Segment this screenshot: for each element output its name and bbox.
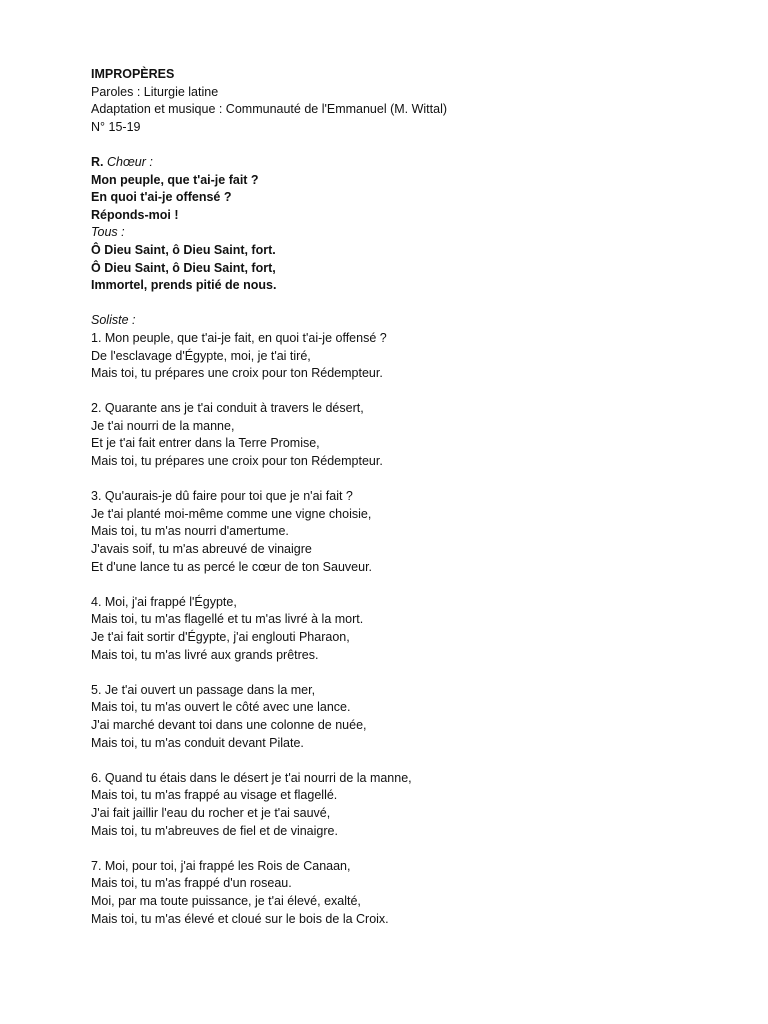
verse-line: Et d'une lance tu as percé le cœur de ton Sauveur. <box>91 559 373 574</box>
verse-line: Et je t'ai fait entrer dans la Terre Promise, <box>91 436 320 451</box>
verse-4 <box>91 594 731 664</box>
verse-line: 5. Je t'ai ouvert un passage dans la mer, <box>91 682 316 697</box>
verse-line: J'ai marché devant toi dans une colonne de nuée, <box>91 717 367 732</box>
verse-line: Mais toi, tu m'abreuves de fiel et de vinaigre. <box>91 823 338 838</box>
refrain-line: Ô Dieu Saint, ô Dieu Saint, fort. <box>91 242 276 257</box>
spacer <box>91 576 731 594</box>
song-title: IMPROPÈRES <box>91 67 175 81</box>
verse-5 <box>91 682 731 752</box>
verse-line: Mais toi, tu m'as ouvert le côté avec une lance. <box>91 700 351 715</box>
spacer <box>91 840 731 858</box>
refrain-line: En quoi t'ai-je offensé ? <box>91 190 232 205</box>
song-number: N° 15-19 <box>91 119 141 134</box>
spacer <box>91 471 731 489</box>
spacer <box>91 136 731 154</box>
tous-label: Tous : <box>91 225 125 240</box>
verse-line: 3. Qu'aurais-je dû faire pour toi que je n'ai fait ? <box>91 489 353 504</box>
refrain-line: Mon peuple, que t'ai-je fait ? <box>91 172 259 187</box>
verse-line: Mais toi, tu m'as frappé au visage et flagellé. <box>91 788 338 803</box>
refrain-header <box>91 154 731 172</box>
verse-line: 1. Mon peuple, que t'ai-je fait, en quoi t'ai-je offensé ? <box>91 330 387 345</box>
verse-line: Mais toi, tu m'as frappé d'un roseau. <box>91 876 292 891</box>
verse-line: 6. Quand tu étais dans le désert je t'ai nourri de la manne, <box>91 770 412 785</box>
spacer <box>91 752 731 770</box>
music-credit: Adaptation et musique : Communauté de l'Emmanuel (M. Wittal) <box>91 102 448 117</box>
verse-line: Mais toi, tu m'as flagellé et tu m'as livré à la mort. <box>91 612 364 627</box>
verse-line: 7. Moi, pour toi, j'ai frappé les Rois de Canaan, <box>91 858 351 873</box>
verse-line: 4. Moi, j'ai frappé l'Égypte, <box>91 594 237 609</box>
verse-1 <box>91 330 731 383</box>
header-block <box>91 66 731 136</box>
spacer <box>91 664 731 682</box>
refrain-line: Immortel, prends pitié de nous. <box>91 278 277 293</box>
verse-line: Mais toi, tu m'as nourri d'amertume. <box>91 524 289 539</box>
verse-line: Mais toi, tu m'as élevé et cloué sur le bois de la Croix. <box>91 911 389 926</box>
spacer <box>91 295 731 313</box>
lyrics-credit: Paroles : Liturgie latine <box>91 84 219 99</box>
verse-line: Je t'ai fait sortir d'Égypte, j'ai englouti Pharaon, <box>91 630 350 644</box>
verse-line: Je t'ai planté moi-même comme une vigne choisie, <box>91 506 372 521</box>
verse-7 <box>91 858 731 928</box>
verse-line: Mais toi, tu m'as livré aux grands prêtres. <box>91 647 319 662</box>
verse-line: Mais toi, tu prépares une croix pour ton Rédempteur. <box>91 366 383 381</box>
verse-2 <box>91 400 731 470</box>
refrain-block <box>91 154 731 295</box>
verse-line: J'avais soif, tu m'as abreuvé de vinaigre <box>91 542 312 557</box>
spacer <box>91 383 731 401</box>
soliste-label: Soliste : <box>91 313 136 328</box>
document-page <box>91 66 731 928</box>
verse-line: Moi, par ma toute puissance, je t'ai élevé, exalté, <box>91 893 361 908</box>
verse-line: 2. Quarante ans je t'ai conduit à travers le désert, <box>91 401 364 416</box>
refrain-marker: R. <box>91 154 104 169</box>
verse-line: Mais toi, tu prépares une croix pour ton Rédempteur. <box>91 454 383 469</box>
verse-line: J'ai fait jaillir l'eau du rocher et je t'ai sauvé, <box>91 805 331 820</box>
refrain-line: Ô Dieu Saint, ô Dieu Saint, fort, <box>91 260 276 275</box>
verse-6 <box>91 770 731 840</box>
verse-3 <box>91 488 731 576</box>
refrain-line: Réponds-moi ! <box>91 207 179 222</box>
verse-line: De l'esclavage d'Égypte, moi, je t'ai tiré, <box>91 348 311 363</box>
verse-line: Je t'ai nourri de la manne, <box>91 418 235 433</box>
choeur-label: Chœur : <box>106 154 153 169</box>
verse-line: Mais toi, tu m'as conduit devant Pilate. <box>91 735 304 750</box>
